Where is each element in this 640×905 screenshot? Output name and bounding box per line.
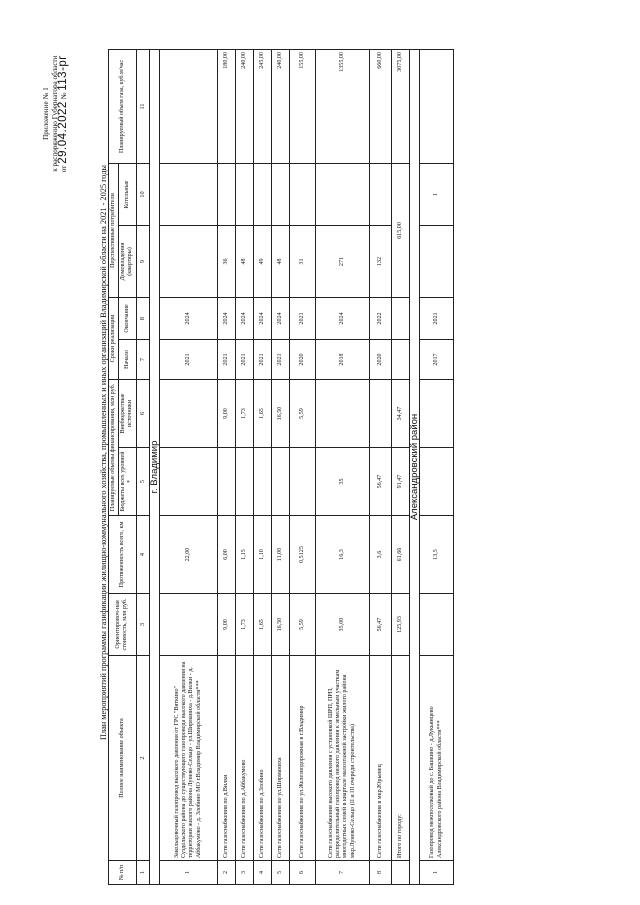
document-title: План мероприятий программы газификации жилищно-коммунального хозяйства, промышленных и иных организаций Владимирской области на 2021 - 2025 годы [99,164,108,741]
cell-boilers [159,163,217,225]
cell-cost: 1,73 [235,594,253,656]
cell-boilers [289,163,315,225]
cell-num: 8 [369,861,391,885]
table-row [315,49,369,884]
cell-extra [315,379,369,447]
cell-boilers [369,163,391,225]
cell-name: Сети газоснабжения по д.Аббакумово [235,656,253,861]
total-extra: 34,47 [391,379,409,447]
header-extra: Внебюджетные источники [119,379,136,447]
cell-num: 4 [253,861,271,885]
appendix-number-sign: № [60,92,68,100]
cell-end: 2021 [289,297,315,339]
header-num: № п/п [109,861,137,885]
column-number: 8 [136,297,149,339]
header-consumers: Перспективные потребители [109,163,119,297]
appendix-block [42,55,69,172]
header-name: Полное наименование объекта [109,656,137,861]
cell-households: 48 [235,225,253,297]
column-number: 3 [136,594,149,656]
cell-start: 2017 [420,339,454,379]
cell-budget [235,448,253,516]
column-number: 5 [136,448,149,516]
cell-extra [369,379,391,447]
cell-num: 2 [217,861,235,885]
plan-table [108,49,454,885]
appendix-date-prefix: от [60,165,68,173]
cell-gas: 1355,00 [315,49,369,163]
cell-end: 2024 [159,297,217,339]
cell-end: 2021 [420,297,454,339]
cell-budget [159,448,217,516]
cell-households [159,225,217,297]
cell-cost: 35,00 [315,594,369,656]
cell-name: Сети газоснабжения по ул.Ширманиха [271,656,289,861]
cell-name: Сети газоснабжения высокого давления с установкой ШРП, ПРП, распределительный газопровод низкого давления к земельным участкам многодетных семей в квартале малоэтажной застройки жилого района мкр.Лунево-Сельцо (II и III очереди строительства) [315,656,369,861]
section-title: Александровский район [409,49,419,884]
cell-boilers [315,163,369,225]
header-start: Начало [119,339,136,379]
header-length: Протяженность всего, км [109,516,137,594]
table-row [369,49,391,884]
cell-num: 5 [271,861,289,885]
cell-extra [420,379,454,447]
cell-budget [420,448,454,516]
header-terms: Сроки реализации [109,297,119,379]
column-number: 2 [136,656,149,861]
cell-gas: 660,00 [369,49,391,163]
cell-length: 16,3 [315,516,369,594]
cell-budget: 35 [315,448,369,516]
cell-extra: 5,59 [289,379,315,447]
cell-gas: 155,00 [289,49,315,163]
cell-num: 6 [289,861,315,885]
cell-num [391,861,409,885]
cell-length: 1,15 [235,516,253,594]
cell-end: 2022 [369,297,391,339]
cell-boilers: 1 [420,163,454,225]
cell-extra: 1,73 [235,379,253,447]
cell-households: 31 [289,225,315,297]
table-row [289,49,315,884]
cell-households: 48 [271,225,289,297]
cell-name: Сети газоснабжения по д.Вилки [217,656,235,861]
cell-boilers [271,163,289,225]
cell-name: Газопровод межпоселковый до с. Башкино - д.Лукьянцево Александровского района Владимирской области*** [420,656,454,861]
cell-households: 132 [369,225,391,297]
section-row [149,49,159,884]
table-row [217,49,235,884]
cell-num: 1 [420,861,454,885]
cell-gas [420,49,454,163]
appendix-line-2: к распоряжению Губернатора области [50,55,59,172]
cell-start: 2021 [253,339,271,379]
cell-boilers [235,163,253,225]
appendix-date-line [59,55,69,172]
cell-end: 2024 [271,297,289,339]
cell-name: Сети газоснабжения по д.Злобино [253,656,271,861]
table-row [271,49,289,884]
cell-start: 2021 [271,339,289,379]
header-boilers: Котельные [119,163,136,225]
cell-budget [217,448,235,516]
cell-end [391,297,409,339]
cell-extra: 1,65 [253,379,271,447]
cell-name: Сети газоснабжения в мкр.Юрьевец [369,656,391,861]
cell-num: 7 [315,861,369,885]
cell-end: 2024 [235,297,253,339]
cell-budget [253,448,271,516]
column-number: 10 [136,163,149,225]
cell-cost: 9,00 [217,594,235,656]
cell-end: 2024 [315,297,369,339]
cell-budget [271,448,289,516]
cell-length: 22,00 [159,516,217,594]
total-label: Итого по городу: [391,656,409,861]
total-households: 615,00 [391,163,409,297]
cell-name: Закольцовочный газопровод высокого давления от ГРС "Вяткино" Суздольского района до существующего газопровода высокого давления на территории жилого района Лунево-Сельцо - ул.Ширманиха - д.Вилки - д. Аббакумово - д. Злобино МО г.Владимир Владимирской области*** [159,656,217,861]
section-title: г. Владимир [149,49,159,884]
header-funding: Планируемые объемы финансирования, млн руб. [109,379,119,515]
table-row [159,49,217,884]
cell-start: 2021 [217,339,235,379]
cell-num: 1 [159,861,217,885]
cell-households: 49 [253,225,271,297]
cell-extra [159,379,217,447]
cell-end: 2024 [253,297,271,339]
header-households: Домовладения (квартиры) [119,225,136,297]
cell-start [391,339,409,379]
header-end: Окончание [119,297,136,339]
cell-length: 1,10 [253,516,271,594]
cell-cost [159,594,217,656]
column-number: 4 [136,516,149,594]
total-row [391,49,409,884]
cell-extra: 9,00 [217,379,235,447]
cell-gas: 180,00 [217,49,235,163]
appendix-line-1: Приложение № 1 [42,87,50,140]
header-cost: Ориентировоч-ная стоимость, млн руб. [109,594,137,656]
cell-extra: 16,50 [271,379,289,447]
total-cost: 125,93 [391,594,409,656]
section-row [409,49,419,884]
cell-length: 11,00 [271,516,289,594]
header-gas: Планируемый объем газа, куб.м/час [109,49,137,163]
cell-gas: 240,00 [235,49,253,163]
cell-start: 2020 [369,339,391,379]
cell-start: 2021 [159,339,217,379]
column-number-row [136,49,149,884]
column-number: 9 [136,225,149,297]
cell-boilers [253,163,271,225]
cell-budget [289,448,315,516]
cell-cost: 16,50 [271,594,289,656]
total-budget: 91,47 [391,448,409,516]
cell-start: 2020 [289,339,315,379]
cell-end: 2024 [217,297,235,339]
column-number: 6 [136,379,149,447]
cell-cost: 1,65 [253,594,271,656]
cell-start: 2021 [235,339,253,379]
table-row [420,49,454,884]
cell-cost: 56,47 [369,594,391,656]
cell-length: 3,6 [369,516,391,594]
cell-gas [159,49,217,163]
table-row [235,49,253,884]
cell-num: 3 [235,861,253,885]
cell-length: 13,5 [420,516,454,594]
cell-length: 0,5125 [289,516,315,594]
column-number: 7 [136,339,149,379]
cell-cost: 5,59 [289,594,315,656]
cell-gas: 245,00 [253,49,271,163]
column-number: 1 [136,861,149,885]
appendix-number: 113-рг [57,55,69,91]
total-length: 61,66 [391,516,409,594]
cell-budget: 56,47 [369,448,391,516]
column-number: 11 [136,49,149,163]
appendix-date: 29.04.2022 [57,101,69,164]
cell-households: 36 [217,225,235,297]
cell-length: 6,00 [217,516,235,594]
cell-cost [420,594,454,656]
cell-households: 271 [315,225,369,297]
cell-gas: 240,00 [271,49,289,163]
cell-name: Сети газоснабжения по ул.Железнодорожная в г.Владимир [289,656,315,861]
cell-households [420,225,454,297]
cell-start: 2018 [315,339,369,379]
table-row [253,49,271,884]
total-gas: 3075,00 [391,49,409,163]
header-budget: Бюджеты всех уровней * [119,448,136,516]
cell-boilers [217,163,235,225]
